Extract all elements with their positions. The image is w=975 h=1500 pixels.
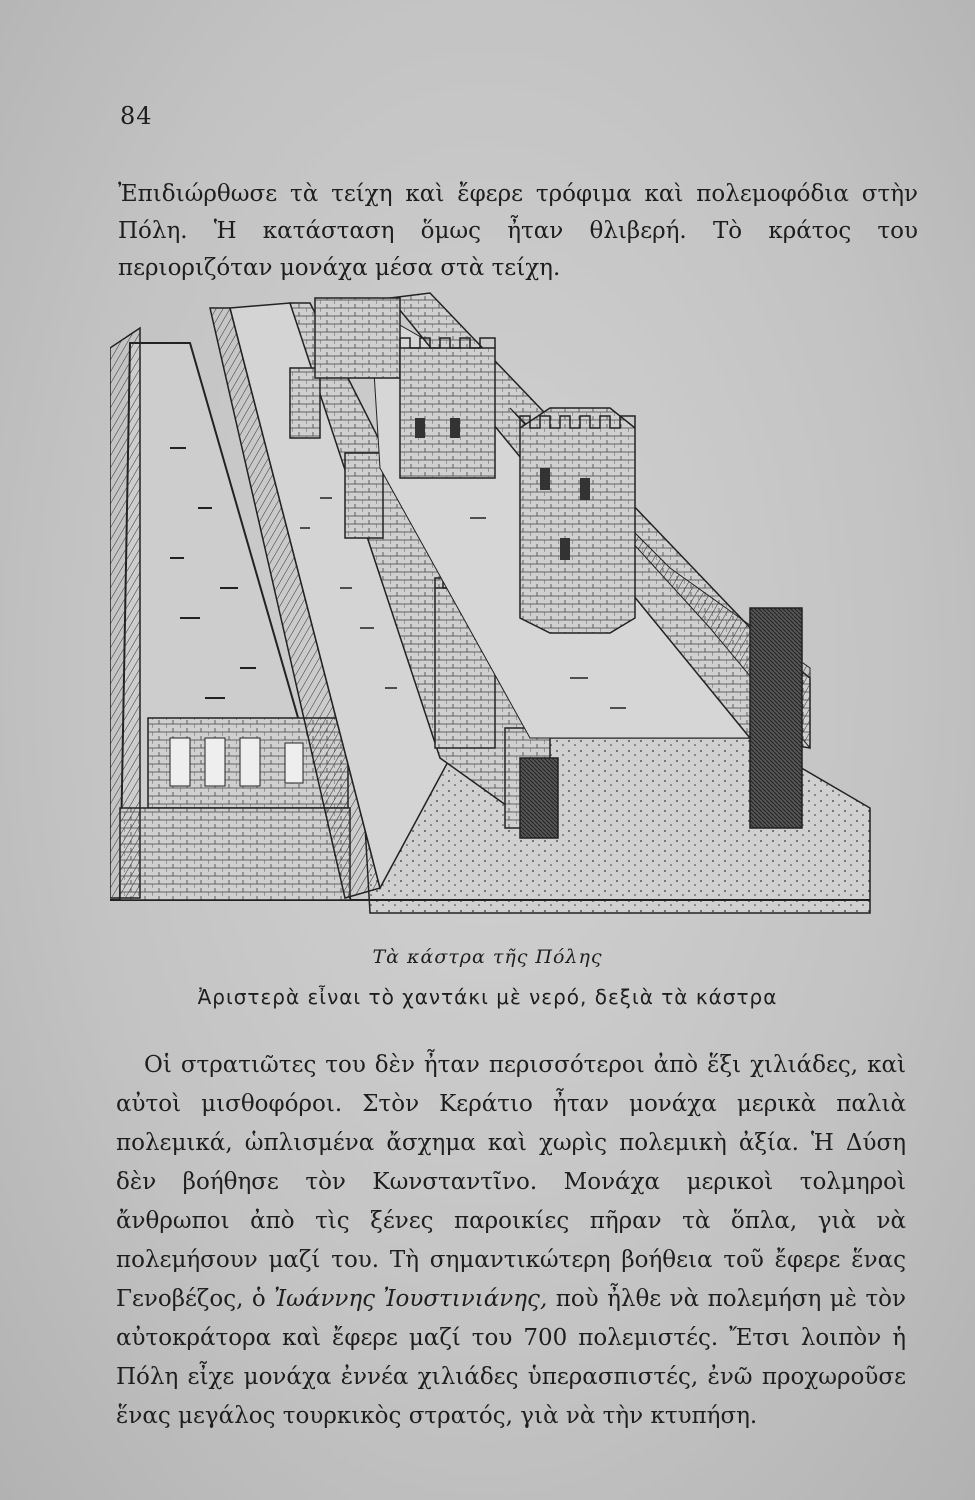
body-paragraph <box>116 1046 906 1436</box>
page-number: 84 <box>120 102 153 130</box>
intro-paragraph <box>118 176 918 287</box>
walls-drawing <box>110 288 880 920</box>
figure-caption-subtitle: Ἀριστερὰ εἶναι τὸ χαντάκι μὲ νερό, δεξιὰ τὰ κάστρα <box>197 985 778 1009</box>
body-text-part1: Οἱ στρατιῶτες του δὲν ἦταν περισσότεροι ἀπὸ ἕξι χιλιάδες, καὶ αὐτοὶ μισθοφόροι. Στὸν Κεράτιο ἦταν μονάχα μερικὰ παλιὰ πολεμικά, ὡπλισμένα ἄσχημα καὶ χωρὶς πολεμικὴ ἀξία. Ἡ Δύση δὲν βοήθησε τὸν Κωνσταντῖνο. Μονάχα μερικοὶ τολμηροὶ ἄνθρωποι ἀπὸ τὶς ξένες παροικίες πῆραν τὰ ὅπλα, γιὰ νὰ πολεμήσουν μαζί του. Τὴ σημαντικώτερη βοήθεια τοῦ ἔφερε ἕνας Γενοβέζος, ὁ <box>116 1052 906 1312</box>
walls-illustration <box>110 288 880 920</box>
person-name: Ἰωάννης Ἰουστινιάνης, <box>274 1286 548 1312</box>
intro-text: Ἐπιδιώρθωσε τὰ τείχη καὶ ἔφερε τρόφιμα καὶ πολεμοφόδια στὴν Πόλη. Ἡ κατάσταση ὅμως ἦταν θλιβερή. Τὸ κράτος του περιοριζόταν μονάχα μέσα στὰ τείχη. <box>118 181 918 281</box>
body-text-part2: ποὺ ἦλθε νὰ πολεμήση μὲ τὸν αὐτοκράτορα καὶ ἔφερε μαζί του 700 πολεμιστές. Ἔτσι λοιπὸν ἡ Πόλη εἶχε μονάχα ἐννέα χιλιάδες ὑπερασπιστές, ἐνῶ προχωροῦσε ἕνας μεγάλος τουρκικὸς στρατός, γιὰ νὰ τὴν κτυπήση. <box>116 1286 907 1429</box>
figure-caption-title: Τὰ κάστρα τῆς Πόλης <box>372 946 603 968</box>
body-paragraph-text <box>116 1046 906 1436</box>
